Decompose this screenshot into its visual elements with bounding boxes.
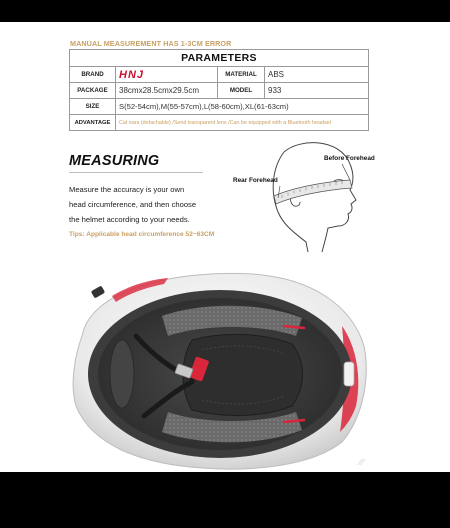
watermark-mark: ⁄⁄⁄⁄ bbox=[359, 458, 365, 467]
parameters-table bbox=[69, 49, 369, 131]
measuring-line-1: Measure the accuracy is your own bbox=[69, 185, 185, 194]
left-bracket bbox=[91, 286, 105, 299]
model-value: 933 bbox=[265, 83, 369, 99]
package-value: 38cmx28.5cmx29.5cm bbox=[116, 83, 218, 99]
advantage-value: Cat ears (detachable) /Send transparent lens /Can be equipped with a Bluetooth headset bbox=[116, 115, 369, 131]
bottom-letterbox bbox=[0, 472, 450, 528]
advantage-label: ADVANTAGE bbox=[70, 115, 116, 131]
package-label: PACKAGE bbox=[70, 83, 116, 99]
measuring-title: MEASURING bbox=[69, 153, 160, 169]
visor-mechanism bbox=[344, 362, 354, 386]
material-value: ABS bbox=[265, 67, 369, 83]
helmet-interior-photo bbox=[52, 266, 372, 472]
before-forehead-label: Before Forehead bbox=[324, 155, 375, 162]
error-note: MANUAL MEASUREMENT HAS 1-3CM ERROR bbox=[70, 39, 232, 48]
measuring-line-3: the helmet according to your needs. bbox=[69, 215, 190, 224]
rear-forehead-label: Rear Forehead bbox=[233, 177, 278, 184]
size-value: S(52-54cm),M(55-57cm),L(58-60cm),XL(61-63cm) bbox=[116, 99, 369, 115]
parameters-title: PARAMETERS bbox=[70, 50, 369, 67]
ear-pocket-left bbox=[110, 340, 134, 408]
brand-logo: HNJ bbox=[116, 67, 218, 83]
measuring-tape bbox=[274, 180, 352, 204]
tips-text: Tips: Applicable head circumference 52~63CM bbox=[69, 231, 215, 238]
model-label: MODEL bbox=[218, 83, 265, 99]
top-letterbox bbox=[0, 0, 450, 22]
material-label: MATERIAL bbox=[218, 67, 265, 83]
product-image bbox=[0, 22, 450, 472]
brand-label: BRAND bbox=[70, 67, 116, 83]
measuring-line-2: head circumference, and then choose bbox=[69, 200, 197, 209]
size-label: SIZE bbox=[70, 99, 116, 115]
measuring-divider bbox=[69, 172, 203, 173]
measuring-description bbox=[69, 182, 219, 227]
before-forehead-leader bbox=[342, 164, 350, 180]
head-measurement-illustration bbox=[222, 134, 382, 254]
